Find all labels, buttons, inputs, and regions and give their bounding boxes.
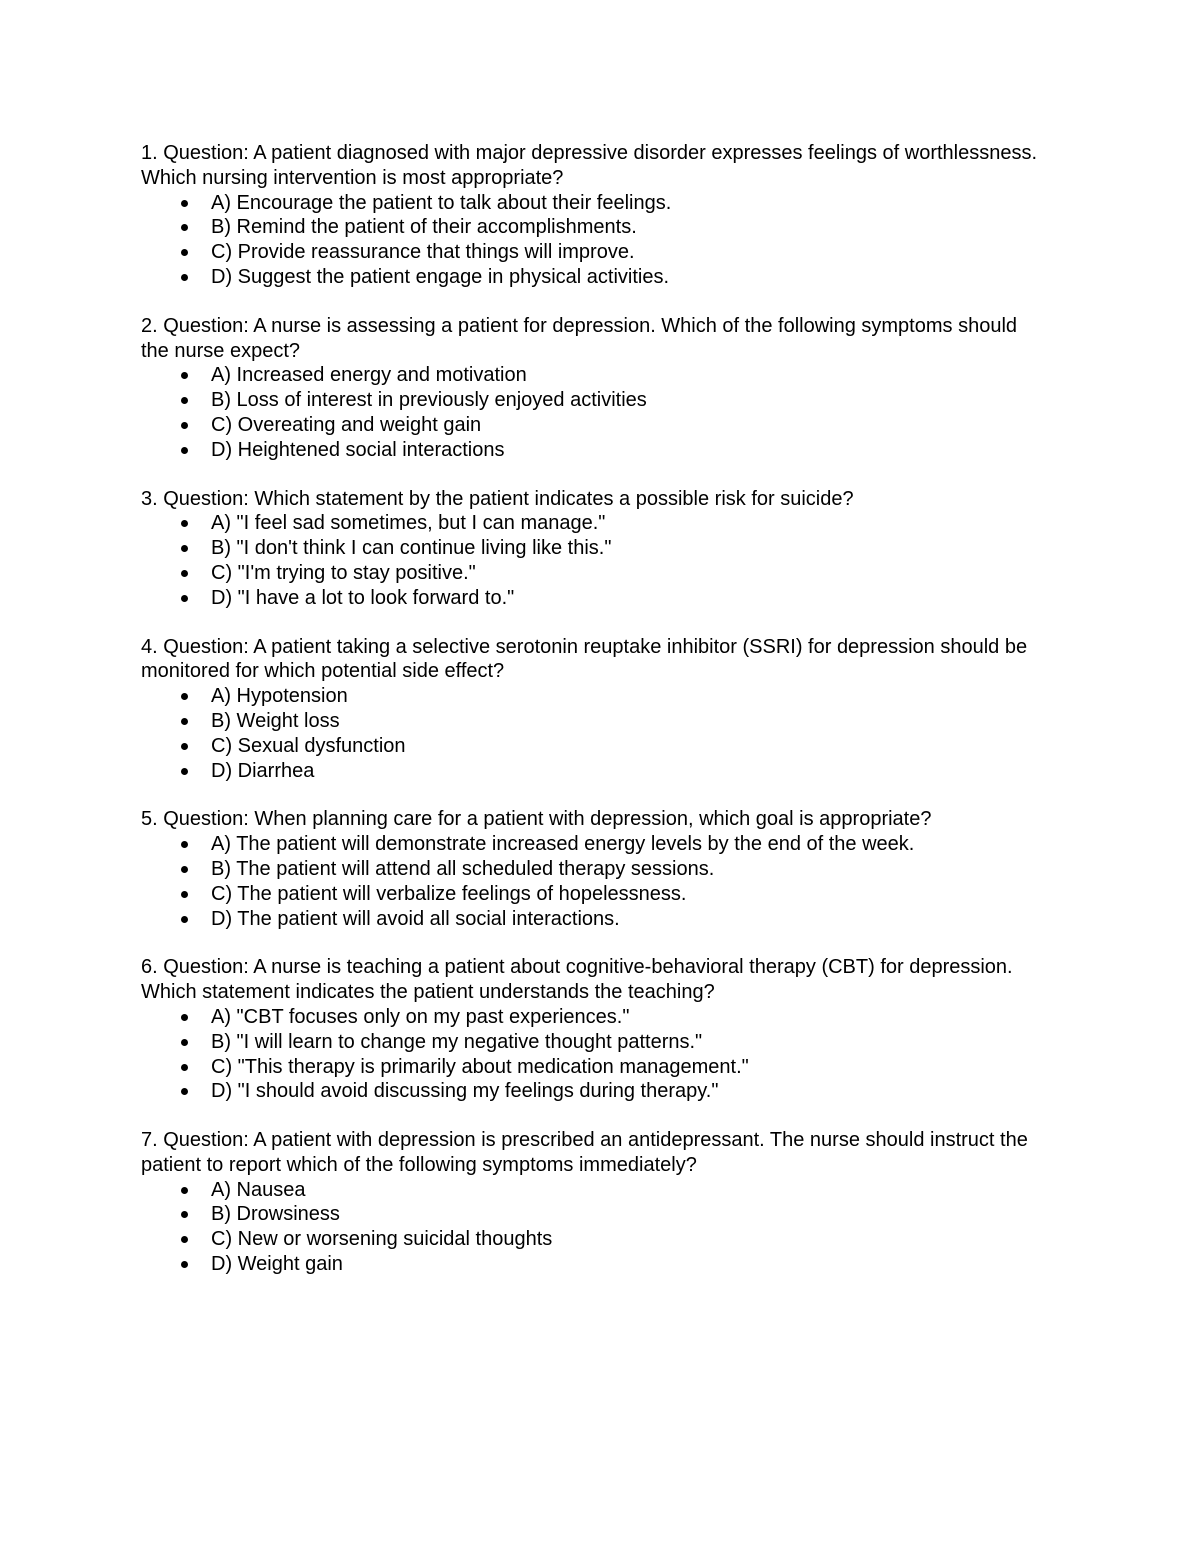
bullet-icon [181,1211,188,1218]
answer-option [141,882,1041,907]
answer-option [141,265,1041,290]
answer-option [141,413,1041,438]
bullet-icon [181,447,188,454]
option-label: B) Loss of interest in previously enjoyed activities [211,389,647,412]
question-text: 5. Question: When planning care for a patient with depression, which goal is appropriate? [141,808,932,831]
option-label: A) The patient will demonstrate increased energy levels by the end of the week. [211,833,915,856]
answer-option [141,215,1041,240]
option-label: D) Weight gain [211,1253,343,1276]
option-label: C) "This therapy is primarily about medication management." [211,1055,749,1078]
option-label: B) "I will learn to change my negative thought patterns." [211,1030,703,1053]
question-text: 1. Question: A patient diagnosed with major depressive disorder expresses feelings of worthlessness. Which nursing intervention is most appropriate? [141,142,1038,189]
option-label: A) Hypotension [211,685,348,708]
answer-option [141,1252,1041,1277]
question-text: 2. Question: A nurse is assessing a patient for depression. Which of the following symptoms should the nurse expect? [141,314,1018,362]
option-label: B) Remind the patient of their accomplishments. [211,216,637,239]
answer-option [141,1202,1041,1227]
answer-options [141,1178,1041,1277]
option-label: C) Overeating and weight gain [211,413,482,436]
option-label: C) Provide reassurance that things will improve. [211,241,635,264]
question-2 [141,314,1041,463]
bullet-icon [181,224,188,231]
option-label: B) Weight loss [211,709,340,732]
answer-option [141,586,1041,611]
bullet-icon [181,274,188,281]
option-label: D) The patient will avoid all social interactions. [211,907,620,930]
bullet-icon [181,1039,188,1046]
option-label: C) Sexual dysfunction [211,734,406,757]
option-label: C) New or worsening suicidal thoughts [211,1228,553,1251]
option-label: C) The patient will verbalize feelings of hopelessness. [211,882,687,905]
bullet-icon [181,200,188,207]
option-label: A) Encourage the patient to talk about their feelings. [211,191,672,214]
bullet-icon [181,422,188,429]
answer-option [141,709,1041,734]
answer-option [141,240,1041,265]
answer-options [141,1005,1041,1104]
option-label: A) Increased energy and motivation [211,364,527,387]
option-label: A) Nausea [211,1178,306,1201]
bullet-icon [181,768,188,775]
answer-option [141,832,1041,857]
question-7 [141,1128,1041,1277]
answer-option [141,1227,1041,1252]
answer-option [141,388,1041,413]
option-label: B) "I don't think I can continue living like this." [211,537,612,560]
question-text: 7. Question: A patient with depression is prescribed an antidepressant. The nurse should instruct the patient to report which of the following symptoms immediately? [141,1129,1028,1176]
answer-option [141,1055,1041,1080]
question-list [141,141,1041,1301]
answer-option [141,561,1041,586]
bullet-icon [181,545,188,552]
bullet-icon [181,1187,188,1194]
answer-options [141,684,1041,783]
answer-option [141,907,1041,932]
answer-option [141,1178,1041,1203]
question-text: 4. Question: A patient taking a selective serotonin reuptake inhibitor (SSRI) for depression should be monitored for which potential side effect? [141,635,1028,683]
option-label: D) "I have a lot to look forward to." [211,586,515,609]
answer-option [141,363,1041,388]
bullet-icon [181,1014,188,1021]
answer-option [141,1079,1041,1104]
bullet-icon [181,693,188,700]
answer-option [141,857,1041,882]
answer-option [141,1030,1041,1055]
answer-option [141,1005,1041,1030]
bullet-icon [181,1261,188,1268]
option-label: C) "I'm trying to stay positive." [211,561,476,584]
answer-options [141,191,1041,290]
bullet-icon [181,841,188,848]
bullet-icon [181,520,188,527]
bullet-icon [181,372,188,379]
option-label: A) "I feel sad sometimes, but I can manage." [211,512,606,535]
answer-option [141,511,1041,536]
question-3 [141,487,1041,611]
question-5 [141,807,1041,931]
answer-options [141,363,1041,462]
bullet-icon [181,916,188,923]
answer-option [141,684,1041,709]
question-text: 3. Question: Which statement by the patient indicates a possible risk for suicide? [141,487,854,510]
answer-option [141,438,1041,463]
bullet-icon [181,718,188,725]
bullet-icon [181,595,188,602]
bullet-icon [181,570,188,577]
bullet-icon [181,743,188,750]
option-label: D) "I should avoid discussing my feelings during therapy." [211,1080,719,1103]
bullet-icon [181,1064,188,1071]
bullet-icon [181,1088,188,1095]
bullet-icon [181,866,188,873]
answer-option [141,191,1041,216]
bullet-icon [181,1236,188,1243]
option-label: A) "CBT focuses only on my past experiences." [211,1005,630,1028]
option-label: B) Drowsiness [211,1203,340,1226]
question-4 [141,635,1041,784]
question-6 [141,955,1041,1104]
option-label: D) Diarrhea [211,759,315,782]
answer-option [141,759,1041,784]
answer-option [141,536,1041,561]
option-label: B) The patient will attend all scheduled therapy sessions. [211,857,715,880]
question-text: 6. Question: A nurse is teaching a patient about cognitive-behavioral therapy (CBT) for depression. Which statement indicates the patient understands the teaching? [141,956,1013,1004]
bullet-icon [181,249,188,256]
question-1 [141,141,1041,290]
answer-options [141,511,1041,610]
answer-options [141,832,1041,931]
answer-option [141,734,1041,759]
option-label: D) Suggest the patient engage in physical activities. [211,265,670,288]
option-label: D) Heightened social interactions [211,438,505,461]
bullet-icon [181,891,188,898]
bullet-icon [181,397,188,404]
